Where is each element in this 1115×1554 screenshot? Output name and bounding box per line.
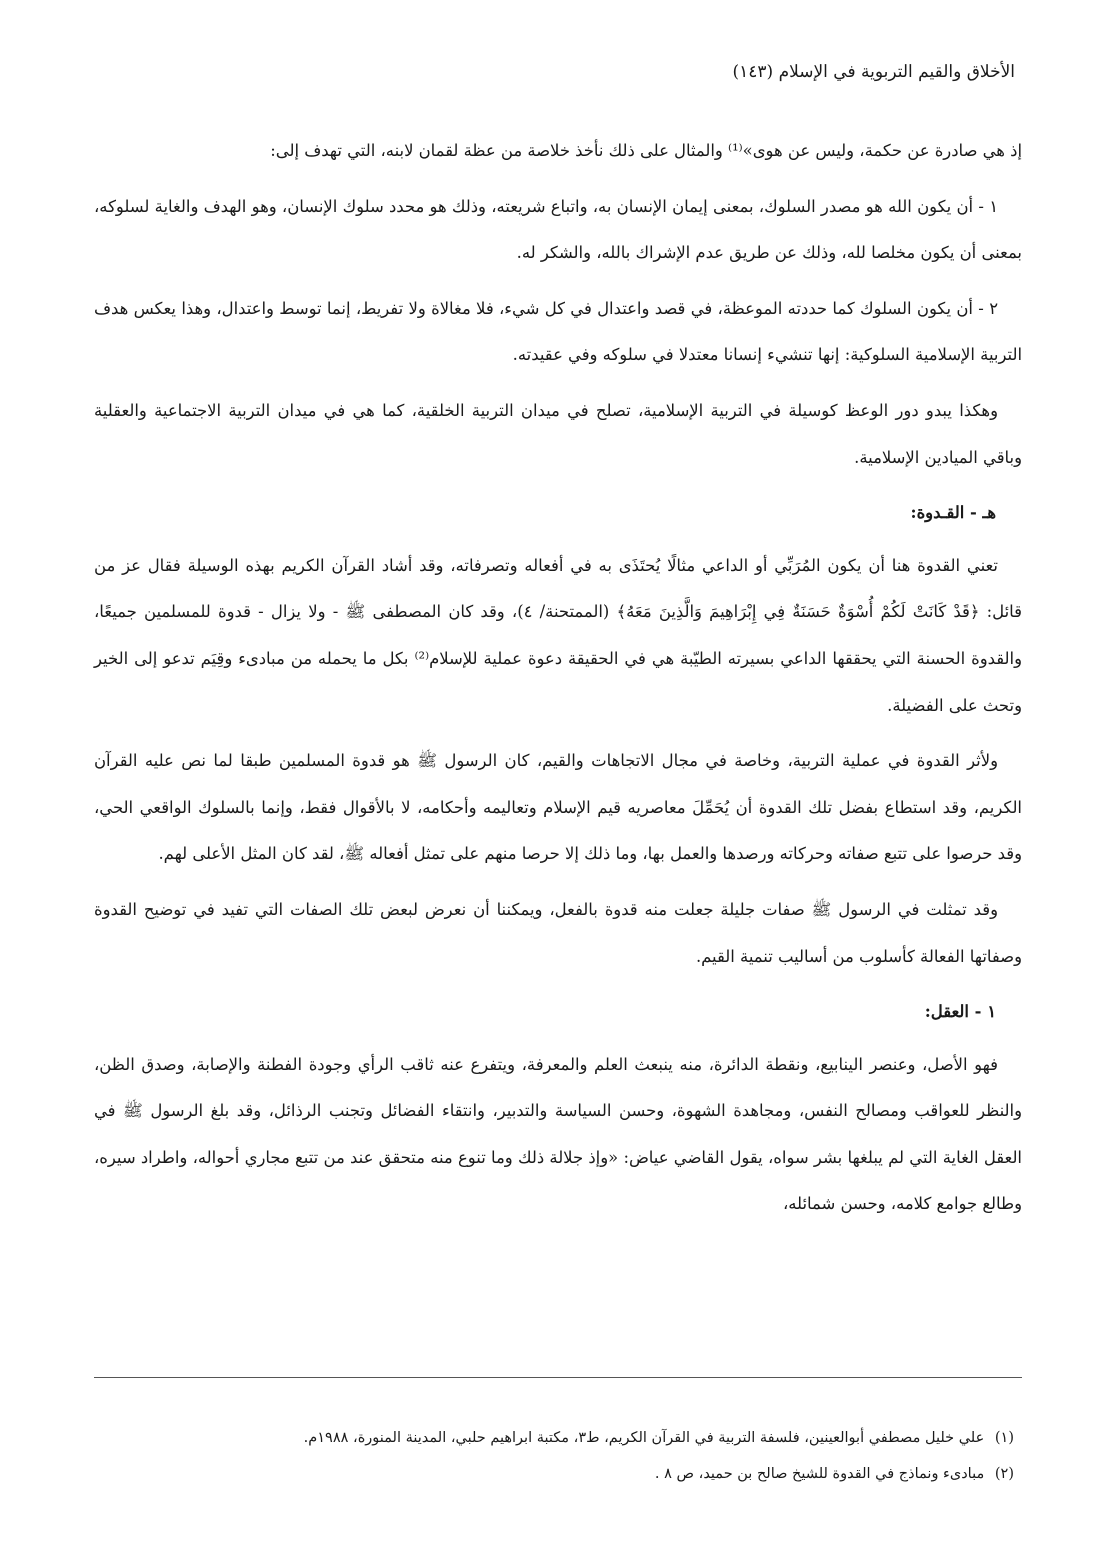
running-header: الأخلاق والقيم التربوية في الإسلام (١٤٣) [732, 62, 1015, 82]
footnote-number: (٢) [994, 1466, 1014, 1482]
footnote-text: علي خليل مصطفي أبوالعينين، فلسفة التربية في القرآن الكريم، ط٣، مكتبة ابراهيم حلبي، المدينة المنورة، ١٩٨٨م. [303, 1430, 985, 1446]
paragraph-2: ١ - أن يكون الله هو مصدر السلوك، بمعنى إيمان الإنسان به، واتباع شريعته، وذلك هو محدد سلوك الإنسان، وهو الهدف والغاية لسلوكه، بمعنى أن يكون مخلصا لله، وذلك عن طريق عدم الإشراك بالله، والشكر له. [94, 196, 1022, 263]
section-heading-aql: ١ - العقل: [924, 1002, 996, 1022]
footnote-text: مبادىء ونماذج في القدوة للشيخ صالح بن حميد، ص ٨ . [654, 1466, 985, 1482]
paragraph-3: ٢ - أن يكون السلوك كما حددته الموعظة، في قصد واعتدال في كل شيء، فلا مغالاة ولا تفريط، إنما توسط واعتدال، وهذا يعكس هدف التربية الإسلامية السلوكية: إنها تنشيء إنسانا معتدلا في سلوكه وفي عقيدته. [94, 298, 1022, 365]
paragraph-6: ولأثر القدوة في عملية التربية، وخاصة في مجال الاتجاهات والقيم، كان الرسول ﷺ هو قدوة المسلمين طبقا لما نص عليه القرآن الكريم، وقد استطاع بفضل تلك القدوة أن يُحَمِّلَ معاصريه قيم الإسلام وتعاليمه وأحكامه، لا بالأقوال فقط، وإنما بالسلوك الواقعي الحي، وقد حرصوا على تتبع صفاته وحركاته ورصدها والعمل بها، وما ذلك إلا حرصا منهم على تمثل أفعاله ﷺ، لقد كان المثل الأعلى لهم. [94, 751, 1022, 864]
footnote-separator [94, 1377, 1022, 1378]
paragraph-7: وقد تمثلت في الرسول ﷺ صفات جليلة جعلت منه قدوة بالفعل، ويمكننا أن نعرض لبعض تلك الصفات التي تفيد في توضيح القدوة وصفاتها الفعالة كأسلوب من أساليب تنمية القيم. [94, 899, 1022, 966]
footnote-1 [94, 1420, 1014, 1456]
paragraph-1: إذ هي صادرة عن حكمة، وليس عن هوى»⁽¹⁾ والمثال على ذلك نأخذ خلاصة من عظة لقمان لابنه، التي تهدف إلى: [270, 141, 1022, 160]
paragraph-5: تعني القدوة هنا أن يكون المُرَبِّي أو الداعي مثالًا يُحتَذَى به في أفعاله وتصرفاته، وقد أشاد القرآن الكريم بهذه الوسيلة فقال عز من قائل: ﴿قَدْ كَانَتْ لَكُمْ أُسْوَةٌ حَسَنَةٌ فِي إِبْرَاهِيمَ وَالَّذِينَ مَعَهُ﴾ (الممتحنة/ ٤)، وقد كان المصطفى ﷺ - ولا يزال - قدوة للمسلمين جميعًا، والقدوة الحسنة التي يحققها الداعي بسيرته الطيّبة هي في الحقيقة دعوة عملية للإسلام⁽²⁾ بكل ما يحمله من مبادىء وقِيَم تدعو إلى الخير وتحث على الفضيلة. [94, 555, 1022, 715]
section-heading-qudwa: هـ - القـدوة: [910, 503, 996, 523]
paragraph-4: وهكذا يبدو دور الوعظ كوسيلة في التربية الإسلامية، تصلح في ميدان التربية الخلقية، كما هي في ميدان التربية الاجتماعية والعقلية وباقي الميادين الإسلامية. [94, 400, 1022, 467]
paragraph-8: فهو الأصل، وعنصر الينابيع، ونقطة الدائرة، منه ينبعث العلم والمعرفة، ويتفرع عنه ثاقب الرأي وجودة الفطنة والإصابة، وصدق الظن، والنظر للعواقب ومصالح النفس، ومجاهدة الشهوة، وحسن السياسة والتدبير، وانتقاء الفضائل وتجنب الرذائل، وقد بلغ الرسول ﷺ في العقل الغاية التي لم يبلغها بشر سواه، يقول القاضي عياض: «وإذ جلالة ذلك وما تنوع منه متحقق عند من تتبع مجاري أحواله، واطراد سيره، وطالع جوامع كلامه، وحسن شمائله، [94, 1054, 1022, 1214]
footnote-2 [94, 1456, 1014, 1492]
footnotes [94, 1420, 1014, 1492]
body-text [94, 128, 1022, 1237]
footnote-number: (١) [994, 1430, 1014, 1446]
